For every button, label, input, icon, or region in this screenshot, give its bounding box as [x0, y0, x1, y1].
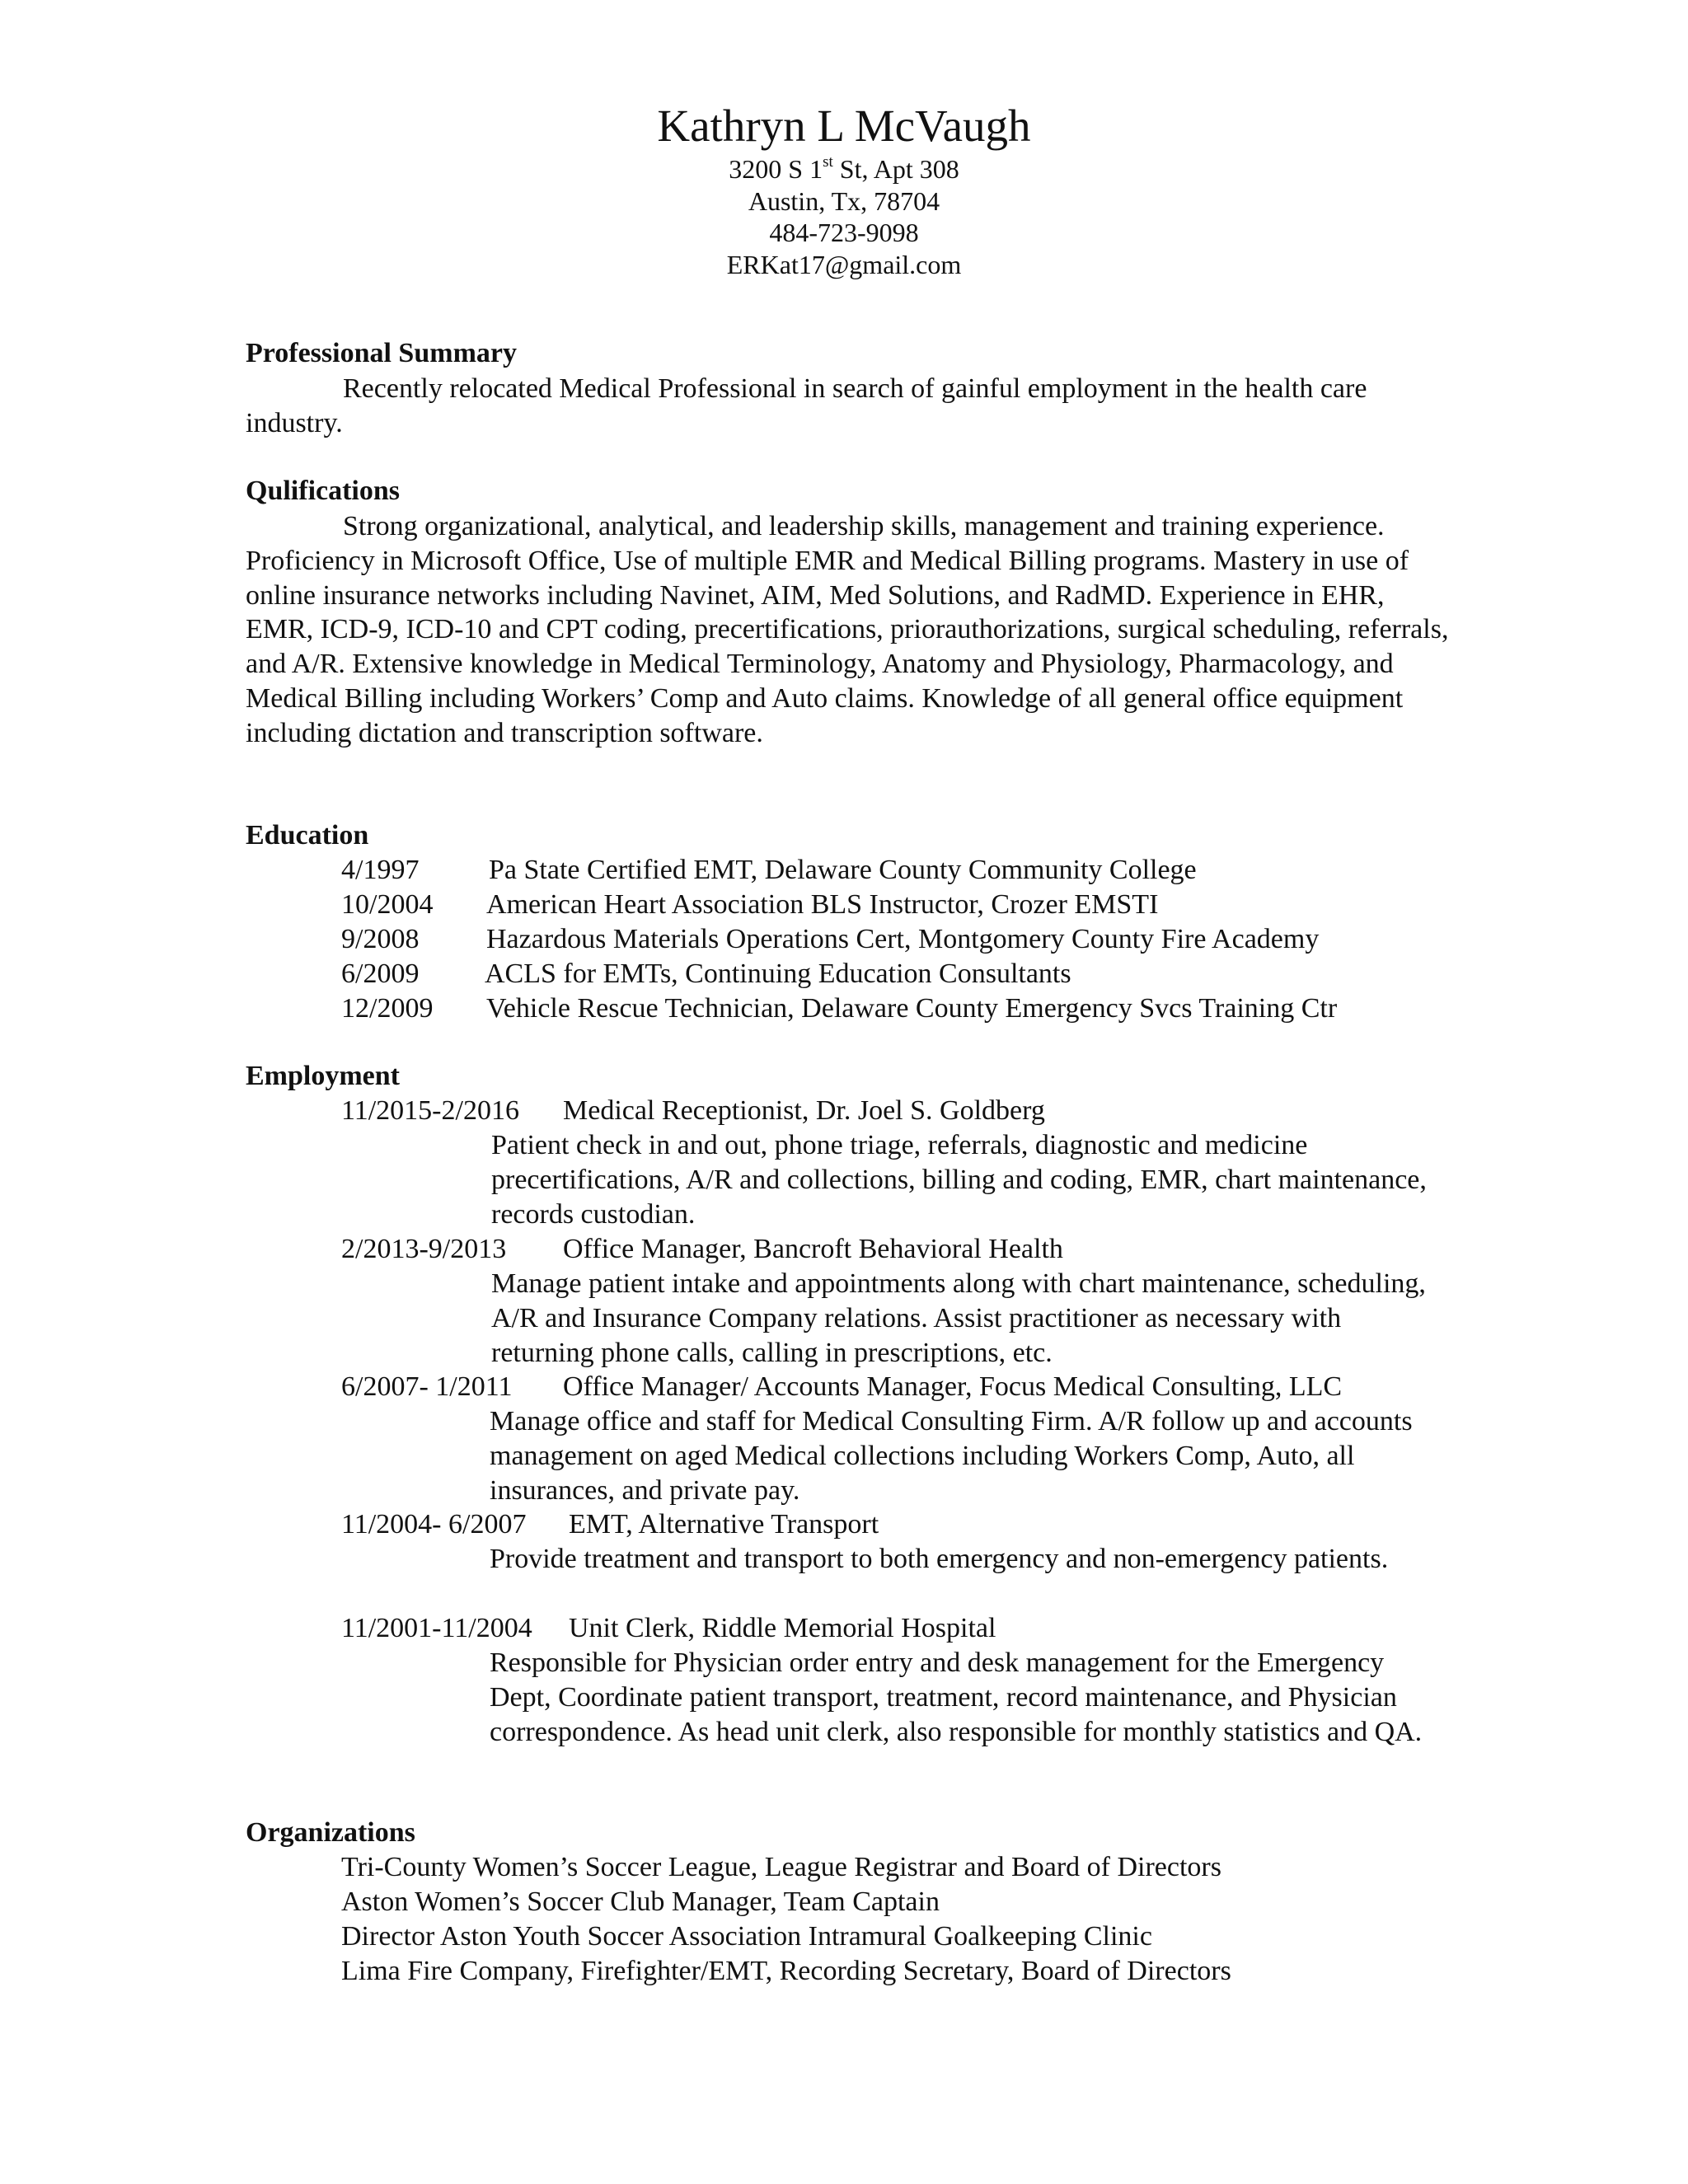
employment-description: Manage patient intake and appointments along with chart maintenance, scheduling, A/R and Insurance Company relations. Assist practitioner as necessary with returning phone calls, calling in prescriptions, etc.	[491, 1268, 1426, 1368]
education-item: Vehicle Rescue Technician, Delaware County Emergency Svcs Training Ctr	[486, 993, 1338, 1024]
employment-dates: 11/2015-2/2016	[341, 1095, 519, 1126]
employment-description: Manage office and staff for Medical Consulting Firm. A/R follow up and accounts management on aged Medical collections including Workers Comp, Auto, all insurances, and private pay.	[490, 1406, 1413, 1506]
summary-heading: Professional Summary	[246, 338, 517, 368]
resume-header	[0, 99, 1688, 280]
employment-position: Office Manager/ Accounts Manager, Focus Medical Consulting, LLC	[563, 1371, 1343, 1402]
education-date: 12/2009	[341, 993, 434, 1024]
street-address	[0, 153, 1688, 185]
employment-dates: 6/2007- 1/2011	[341, 1371, 513, 1402]
employment-position: Medical Receptionist, Dr. Joel S. Goldberg	[563, 1095, 1045, 1126]
education-date: 6/2009	[341, 958, 420, 989]
employment-position: EMT, Alternative Transport	[569, 1509, 879, 1540]
employment-position: Unit Clerk, Riddle Memorial Hospital	[569, 1613, 996, 1643]
education-item: Pa State Certified EMT, Delaware County Community College	[489, 855, 1197, 885]
employment-dates: 11/2001-11/2004	[341, 1613, 532, 1643]
employment-position: Office Manager, Bancroft Behavioral Health	[563, 1234, 1063, 1264]
organization-item: Lima Fire Company, Firefighter/EMT, Recording Secretary, Board of Directors	[341, 1956, 1231, 1986]
qualifications-heading: Qulifications	[246, 476, 401, 506]
summary-text: Recently relocated Medical Professional in search of gainful employment in the health care industry.	[246, 373, 1367, 438]
organization-item: Director Aston Youth Soccer Association Intramural Goalkeeping Clinic	[341, 1921, 1152, 1952]
education-item: American Heart Association BLS Instructor, Crozer EMSTI	[486, 889, 1159, 920]
city-state-zip: Austin, Tx, 78704	[748, 185, 940, 216]
education-date: 9/2008	[341, 924, 420, 954]
employment-dates: 11/2004- 6/2007	[341, 1509, 527, 1540]
ordinal-suffix: st	[823, 153, 833, 171]
employment-dates: 2/2013-9/2013	[341, 1234, 507, 1264]
education-date: 10/2004	[341, 889, 434, 920]
email-address: ERKat17@gmail.com	[726, 249, 962, 279]
employment-description: Responsible for Physician order entry and desk management for the Emergency Dept, Coordinate patient transport, treatment, record maintenance, and Physician correspondence. As head unit clerk, also responsible for monthly statistics and QA.	[490, 1647, 1423, 1747]
education-heading: Education	[246, 820, 369, 851]
organization-item: Aston Women’s Soccer Club Manager, Team Captain	[341, 1886, 940, 1917]
street-address-rest: St, Apt 308	[832, 154, 959, 184]
education-date: 4/1997	[341, 855, 420, 885]
applicant-name: Kathryn L McVaugh	[657, 101, 1031, 151]
employment-description: Patient check in and out, phone triage, referrals, diagnostic and medicine precertifications, A/R and collections, billing and coding, EMR, chart maintenance, records custodian.	[491, 1130, 1427, 1230]
organizations-heading: Organizations	[246, 1817, 415, 1848]
qualifications-text: Strong organizational, analytical, and leadership skills, management and training experience. Proficiency in Microsoft Office, Use of multiple EMR and Medical Billing programs. Mastery in use of online insurance networks including Navinet, AIM, Med Solutions, and RadMD. Experience in EHR, EMR, ICD-9, ICD-10 and CPT coding, precertifications, priorauthorizations, surgical scheduling, referrals, and A/R. Extensive knowledge in Medical Terminology, Anatomy and Physiology, Pharmacology, and Medical Billing including Workers’ Comp and Auto claims. Knowledge of all general office equipment including dictation and transcription software.	[246, 511, 1449, 748]
organization-item: Tri-County Women’s Soccer League, League Registrar and Board of Directors	[341, 1852, 1221, 1882]
education-item: Hazardous Materials Operations Cert, Montgomery County Fire Academy	[486, 924, 1320, 954]
education-item: ACLS for EMTs, Continuing Education Consultants	[485, 958, 1071, 989]
employment-description: Provide treatment and transport to both emergency and non-emergency patients.	[490, 1544, 1389, 1574]
employment-heading: Employment	[246, 1061, 400, 1091]
street-address-number: 3200 S 1	[729, 154, 823, 184]
phone-number: 484-723-9098	[769, 218, 919, 247]
